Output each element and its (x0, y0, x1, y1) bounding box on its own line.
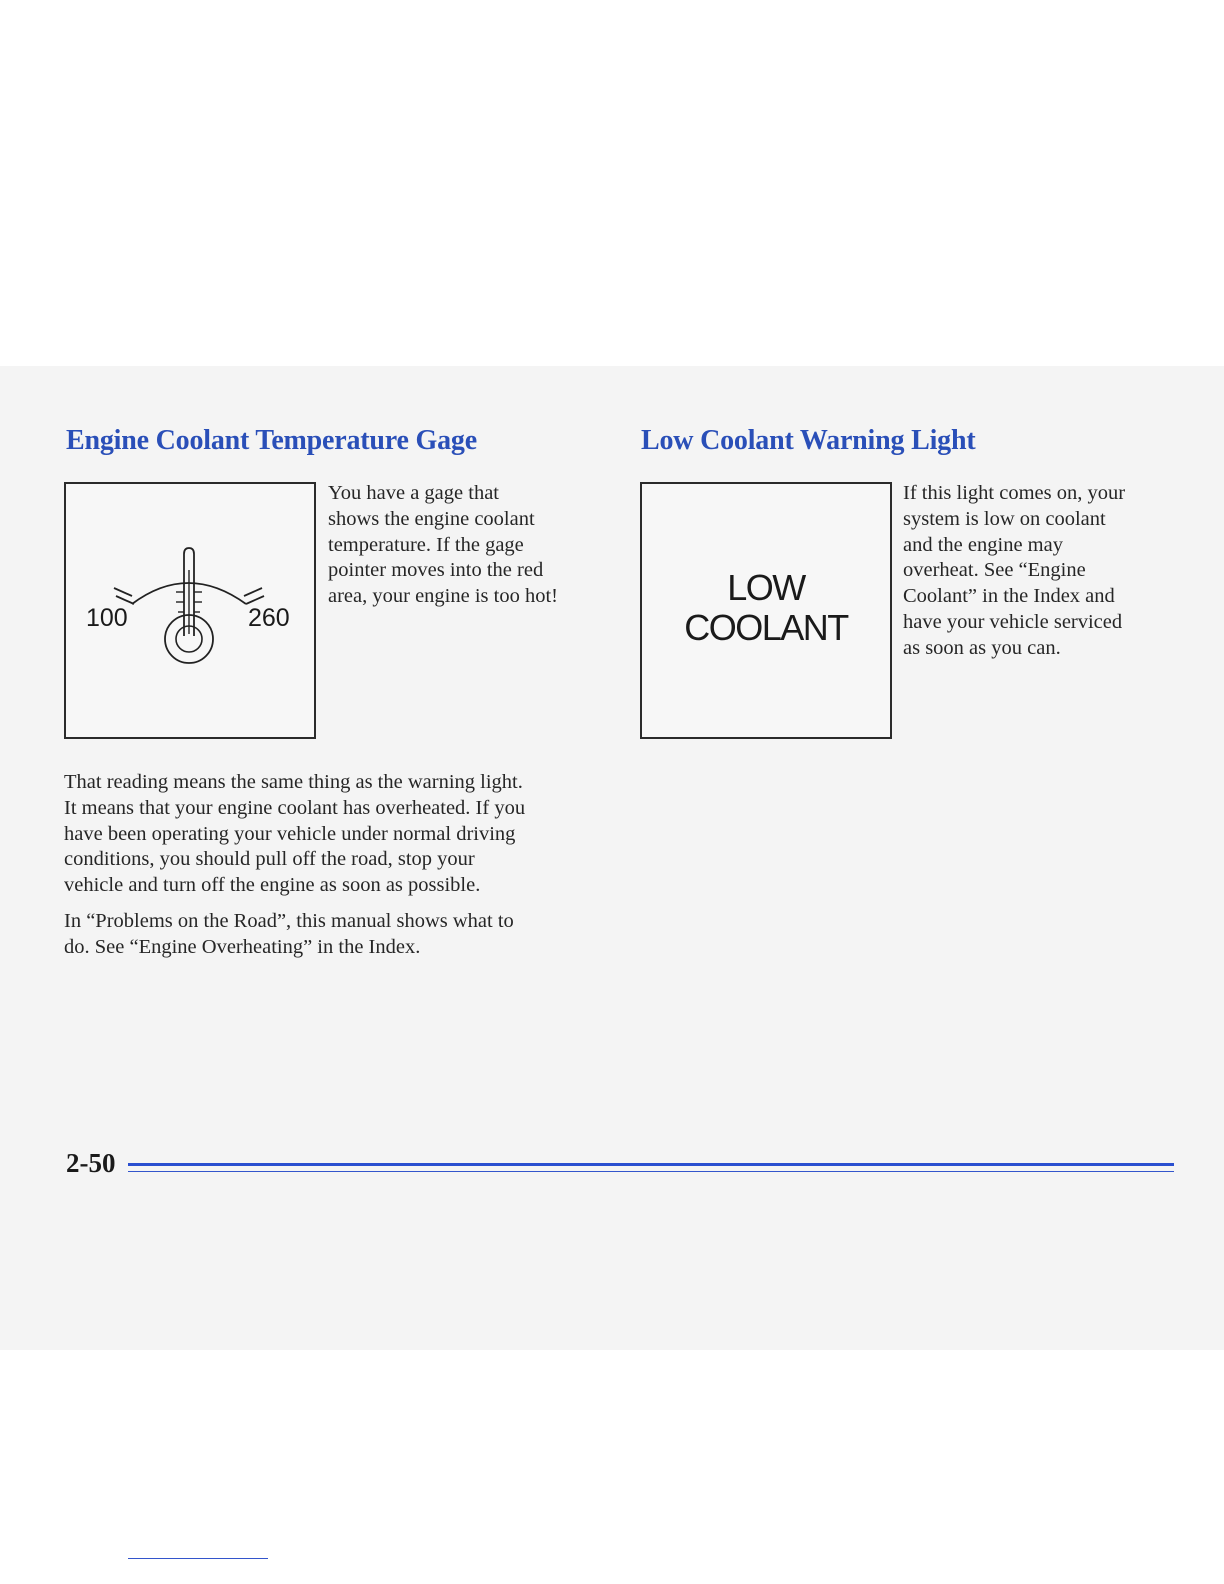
footer-rule-thin (128, 1171, 1174, 1172)
text-line: system is low on coolant (903, 507, 1106, 530)
low-coolant-lamp-illustration (640, 482, 892, 739)
text-line: area, your engine is too hot! (328, 585, 558, 608)
text-line: It means that your engine coolant has overheated. If you (64, 796, 526, 819)
text-line: pointer moves into the red (328, 559, 544, 582)
text-line: overheat. See “Engine (903, 559, 1086, 582)
text-line: Coolant” in the Index and (903, 585, 1115, 608)
lamp-line-low: LOW (727, 567, 805, 608)
text-line: You have a gage that (328, 482, 499, 504)
text-line: shows the engine coolant (328, 507, 535, 530)
text-line: have your vehicle serviced (903, 610, 1123, 633)
overheat-paragraph (64, 770, 624, 899)
text-line: That reading means the same thing as the warning light. (64, 771, 523, 793)
lamp-line-coolant: COOLANT (684, 607, 848, 648)
text-line: vehicle and turn off the engine as soon as possible. (64, 874, 481, 897)
text-line: If this light comes on, your (903, 482, 1126, 504)
page-number: 2-50 (66, 1148, 116, 1178)
gauge-high-label: 260 (248, 604, 290, 632)
text-line: conditions, you should pull off the road, stop your (64, 848, 475, 871)
problems-on-road-paragraph (64, 909, 624, 961)
text-line: temperature. If the gage (328, 533, 524, 556)
text-line: In “Problems on the Road”, this manual shows what to (64, 910, 514, 932)
footer-rule (128, 1163, 1174, 1166)
gauge-low-label: 100 (86, 604, 128, 632)
text-line: as soon as you can. (903, 636, 1061, 659)
text-line: have been operating your vehicle under normal driving (64, 822, 516, 845)
bottom-underline (128, 1558, 268, 1559)
engine-coolant-gage-heading: Engine Coolant Temperature Gage (66, 425, 477, 456)
low-coolant-description (903, 481, 1193, 662)
text-line: and the engine may (903, 533, 1063, 556)
low-coolant-warning-heading: Low Coolant Warning Light (641, 425, 976, 456)
coolant-gauge-illustration (64, 482, 316, 739)
text-line: do. See “Engine Overheating” in the Index. (64, 935, 421, 958)
gage-description (328, 481, 608, 610)
